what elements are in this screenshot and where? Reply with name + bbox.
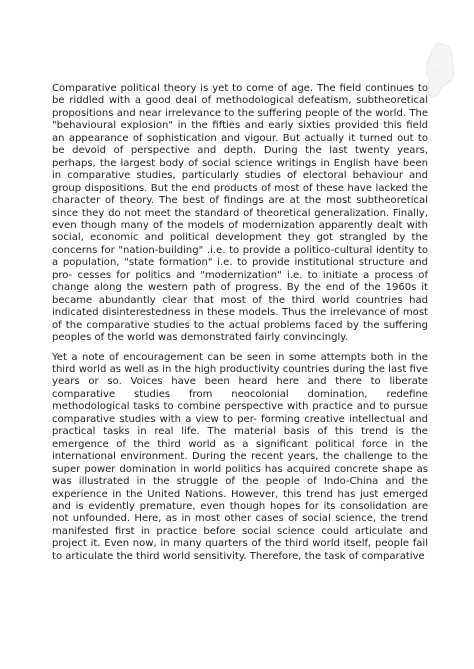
paragraph-2: Yet a note of encouragement can be seen in some attempts both in the third world as well as in the high productivity countries during the last five years or so. Voices have been heard here and there to liberate comparative studies from neocolonial domination, redefine methodological tasks to combine perspective with practice and to pursue comparative studies with a view to per- forming creative intellectual and practical tasks in real life. The material basis of this trend is the emergence of the third world as a significant political force in the international environment. During the recent years, the challenge to the super power domination in world politics has acquired concrete shape as was illustrated in the struggle of the people of Indo-China and the experience in the United Nations. However, this trend has just emerged and is evidently premature, even though hopes for its consolidation are not unfounded. Here, as in most other cases of social science, the trend manifested first in practice before social science could articulate and project it. Even now, in many quarters of the third world itself, people fail to articulate the third world sensitivity. Therefore, the task of comparative xyxy=(52,351,428,562)
page-smudge-mark xyxy=(423,42,457,102)
paragraph-1: Comparative political theory is yet to come of age. The field continues to be riddled with a good deal of methodological defeatism, subtheoretical propositions and near irrelevance to the suffering people of the world. The "behavioural explosion" in the fifties and early sixties provided this field an appearance of sophistication and vigour. But actually it turned out to be devoid of perspective and depth. During the last twenty years, perhaps, the largest body of social science writings in English have been in comparative studies, particularly studies of electoral behaviour and group dispositions. But the end products of most of these have lacked the character of theory. The best of findings are at the most subtheoretical since they do not meet the standard of theoretical generalization. Finally, even though many of the models of modernization apparently dealt with social, economic and political development they got strangled by the concerns for "nation-building" .i.e. to provide a politico-cultural identity to a population, "state formation" i.e. to provide institutional structure and pro- cesses for politics and "modernization" i.e. to initiate a process of change along the western path of progress. By the end of the 1960s it became abundantly clear that most of the third world countries had indicated disinterestedness in these models. Thus the irrelevance of most of the comparative studies to the actual problems faced by the suffering peoples of the world was demonstrated fairly convincingly. xyxy=(52,83,428,344)
document-body xyxy=(52,83,428,563)
